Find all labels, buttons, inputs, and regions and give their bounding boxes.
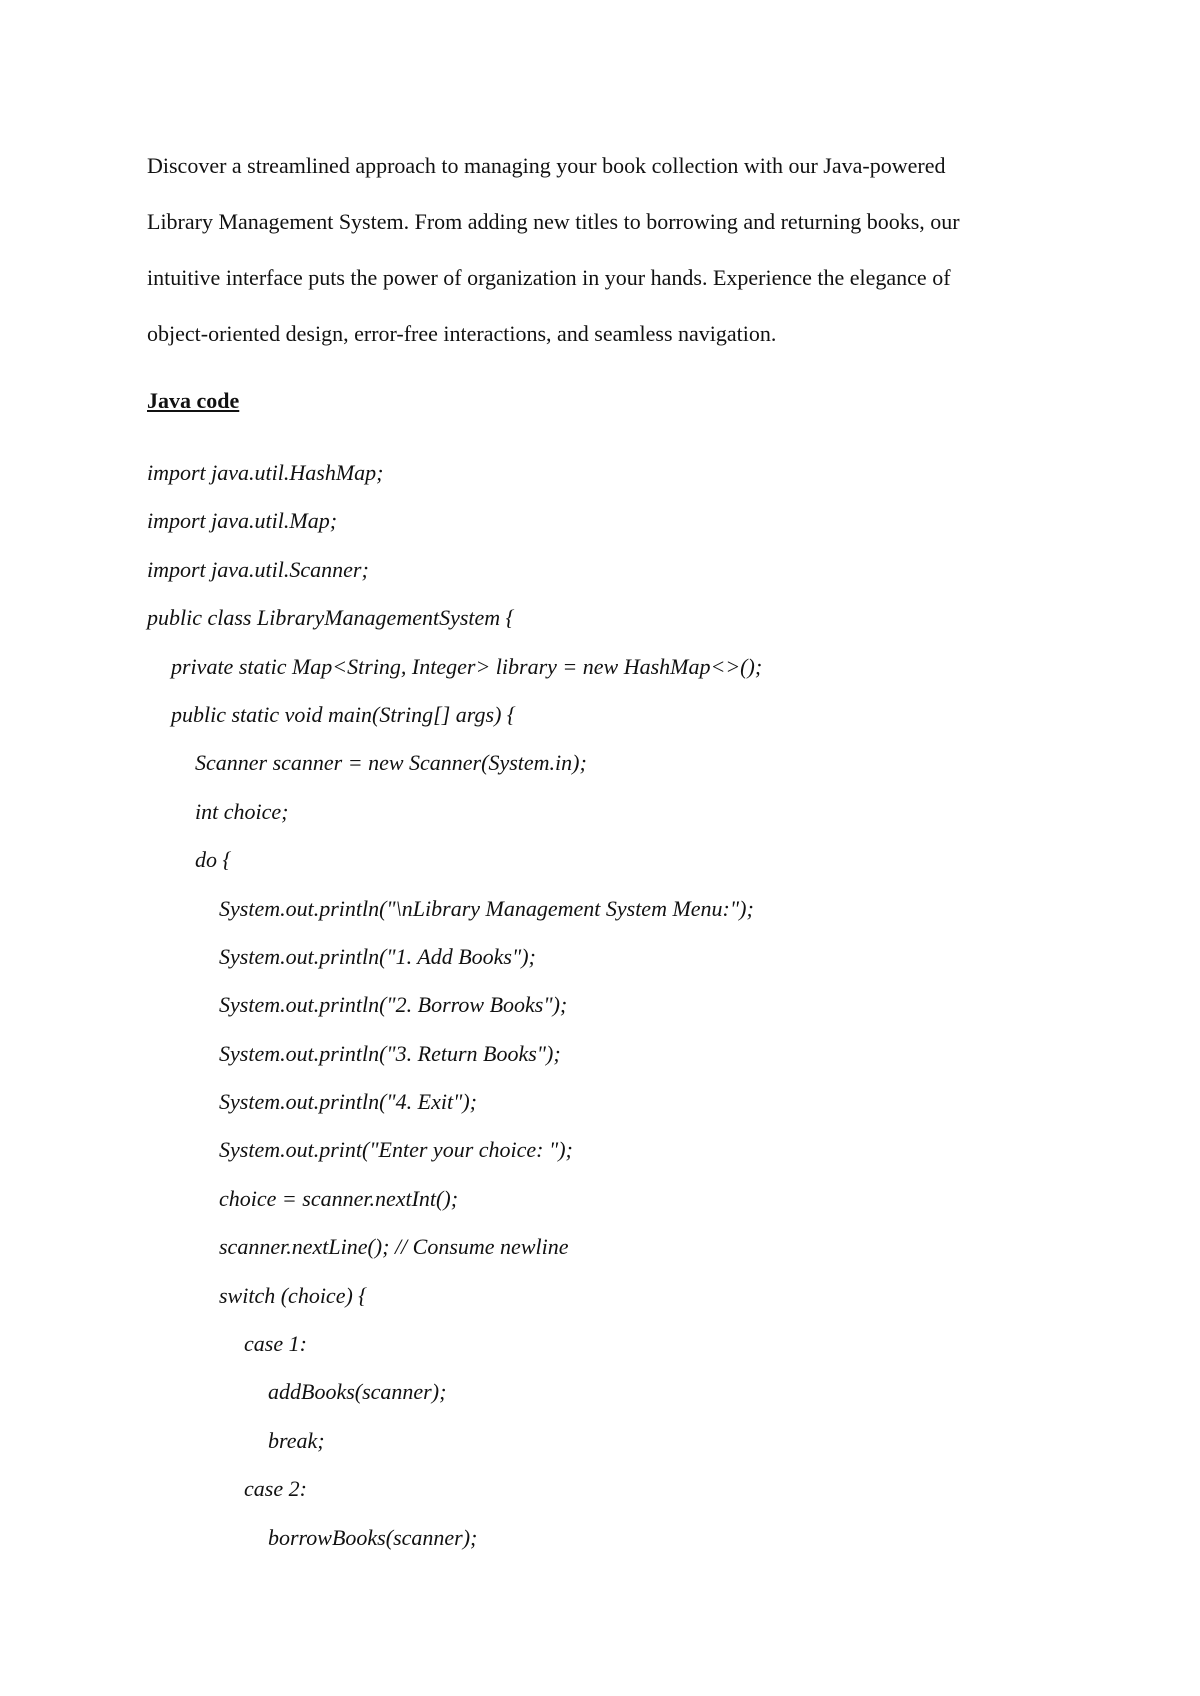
code-line: import java.util.HashMap; bbox=[147, 460, 384, 485]
intro-paragraph bbox=[147, 138, 1067, 362]
code-line: public static void main(String[] args) { bbox=[171, 701, 516, 727]
code-line: choice = scanner.nextInt(); bbox=[219, 1185, 459, 1211]
intro-line: Discover a streamlined approach to managing your book collection with our Java-powered bbox=[147, 153, 946, 178]
code-line: case 2: bbox=[244, 1476, 307, 1502]
code-line: import java.util.Scanner; bbox=[147, 556, 369, 582]
intro-line: intuitive interface puts the power of organization in your hands. Experience the elegance of bbox=[147, 265, 951, 290]
code-line: private static Map<String, Integer> library = new HashMap<>(); bbox=[171, 653, 763, 679]
code-line: System.out.print("Enter your choice: "); bbox=[219, 1137, 573, 1163]
section-heading: Java code bbox=[147, 388, 240, 413]
code-line: Scanner scanner = new Scanner(System.in); bbox=[195, 750, 587, 776]
code-line: case 1: bbox=[244, 1331, 307, 1357]
code-line: break; bbox=[268, 1427, 325, 1453]
code-line: public class LibraryManagementSystem { bbox=[147, 605, 515, 631]
code-line: int choice; bbox=[195, 798, 289, 824]
code-line: System.out.println("\nLibrary Management System Menu:"); bbox=[219, 895, 754, 921]
code-line: System.out.println("3. Return Books"); bbox=[219, 1040, 561, 1066]
code-line: scanner.nextLine(); // Consume newline bbox=[219, 1234, 569, 1260]
code-line: switch (choice) { bbox=[219, 1282, 368, 1308]
code-line: borrowBooks(scanner); bbox=[268, 1524, 478, 1550]
code-line: System.out.println("4. Exit"); bbox=[219, 1089, 477, 1115]
code-listing bbox=[147, 456, 762, 1569]
code-line: System.out.println("1. Add Books"); bbox=[219, 943, 536, 969]
code-line: do { bbox=[195, 847, 232, 873]
code-line: System.out.println("2. Borrow Books"); bbox=[219, 992, 568, 1018]
intro-line: object-oriented design, error-free interactions, and seamless navigation. bbox=[147, 321, 777, 346]
code-line: import java.util.Map; bbox=[147, 508, 338, 534]
code-line: addBooks(scanner); bbox=[268, 1379, 447, 1405]
intro-line: Library Management System. From adding new titles to borrowing and returning books, our bbox=[147, 209, 960, 234]
